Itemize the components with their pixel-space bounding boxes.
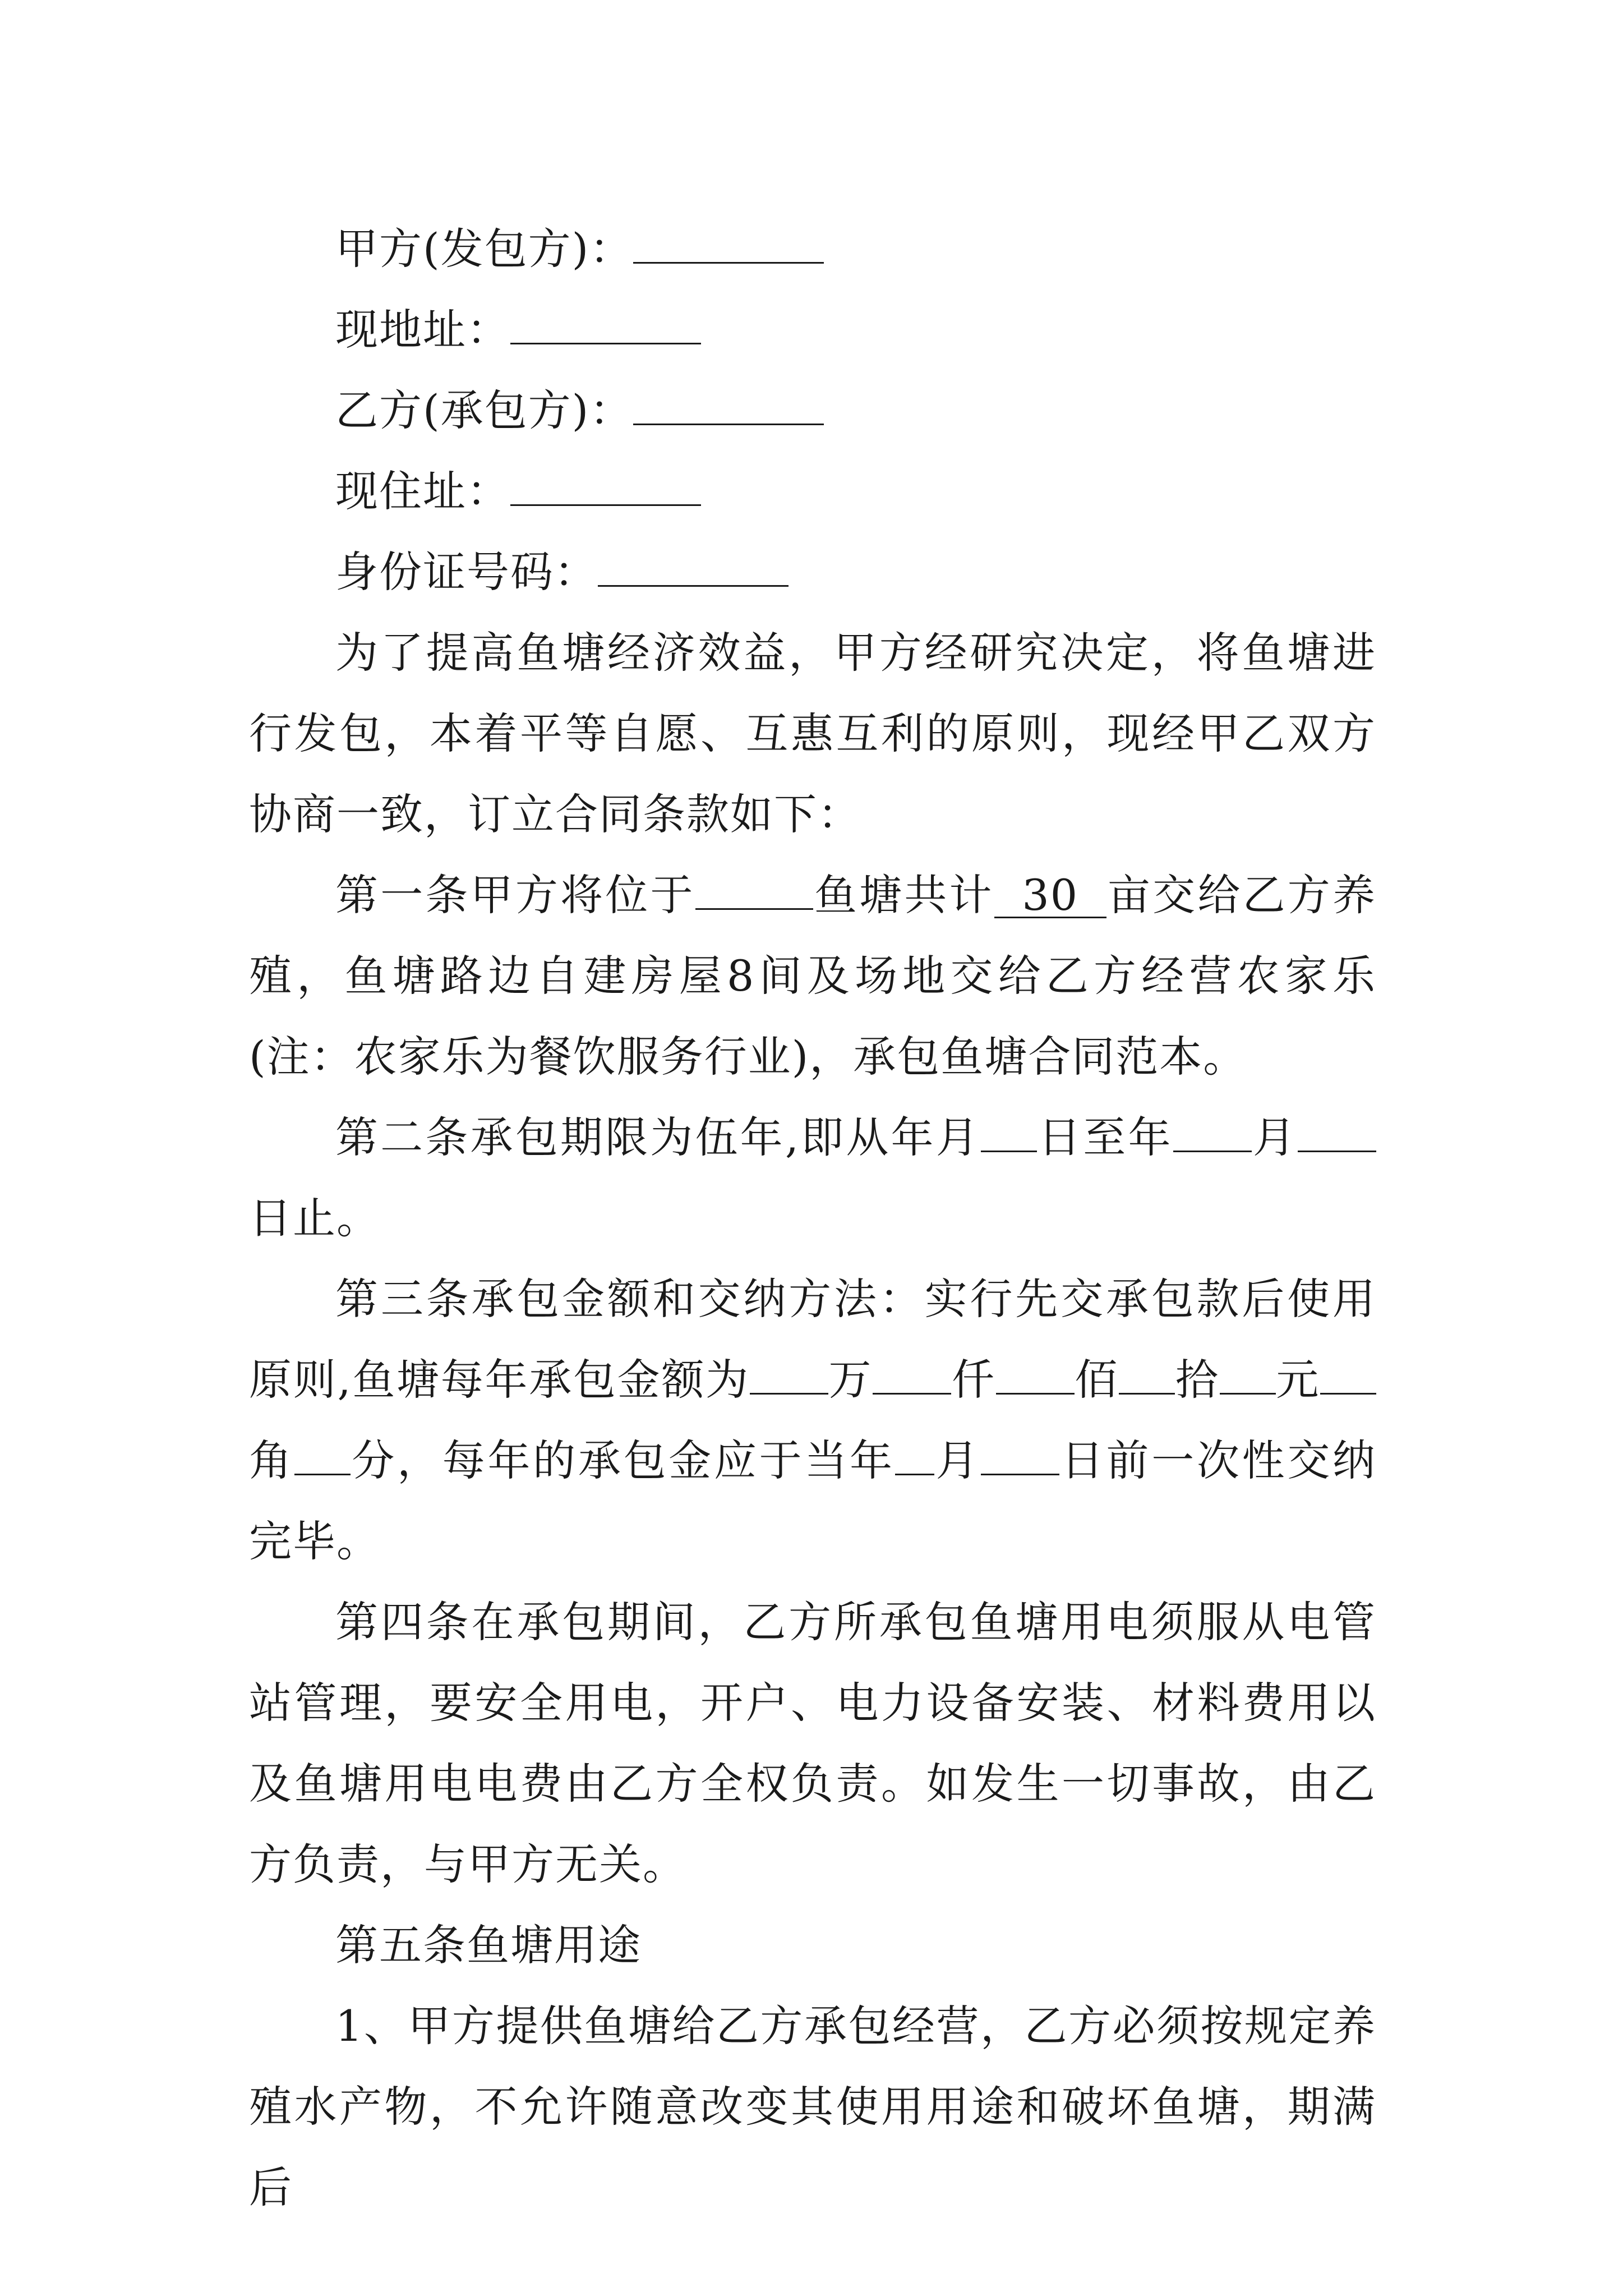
amount-shi-blank bbox=[1119, 1352, 1175, 1395]
party-a-field bbox=[249, 209, 1376, 289]
end-day-blank bbox=[1298, 1110, 1376, 1152]
article-2-text-b: 日至年 bbox=[1036, 1112, 1173, 1162]
party-b-address-label: 现住址： bbox=[335, 466, 510, 516]
end-month-blank bbox=[1173, 1110, 1252, 1152]
party-a-address-field bbox=[249, 289, 1376, 370]
article-4-text: 第四条在承包期间，乙方所承包鱼塘用电须服从电管站管理，要安全用电，开户、电力设备安装、材料费用以及鱼塘用电电费由乙方全权负责。如发生一切事故，由乙方负责，与甲方无关。 bbox=[249, 1597, 1376, 1889]
article-2 bbox=[249, 1097, 1376, 1259]
amount-jiao-blank bbox=[294, 1433, 351, 1475]
party-b-blank bbox=[633, 383, 824, 425]
amount-qian-blank bbox=[873, 1352, 951, 1395]
unit-shi: 拾 bbox=[1175, 1355, 1220, 1405]
intro-text: 为了提高鱼塘经济效益，甲方经研究决定，将鱼塘进行发包，本着平等自愿、互惠互利的原则，现经甲乙双方协商一致，订立合同条款如下： bbox=[249, 628, 1376, 839]
party-b-field bbox=[249, 370, 1376, 451]
party-a-address-blank bbox=[510, 302, 701, 344]
party-b-label: 乙方(承包方)： bbox=[335, 385, 634, 435]
amount-yuan-blank bbox=[1220, 1352, 1276, 1395]
article-2-text-a: 第二条承包期限为伍年,即从年月 bbox=[335, 1112, 981, 1162]
intro-paragraph bbox=[249, 613, 1376, 855]
amount-bai-blank bbox=[996, 1352, 1075, 1395]
article-5-item-1-text: 1、甲方提供鱼塘给乙方承包经营，乙方必须按规定养殖水产物，不允许随意改变其使用用途和破坏鱼塘，期满后 bbox=[249, 2001, 1376, 2212]
unit-yuan: 元 bbox=[1275, 1355, 1321, 1405]
unit-jiao: 角 bbox=[249, 1435, 294, 1485]
unit-yue: 月 bbox=[934, 1435, 981, 1485]
due-month-blank bbox=[895, 1433, 934, 1475]
party-b-address-field bbox=[249, 451, 1376, 532]
article-2-text-d: 日止。 bbox=[249, 1193, 380, 1243]
amount-wan-blank bbox=[750, 1352, 828, 1395]
article-5-title-text: 第五条鱼塘用途 bbox=[335, 1920, 642, 1970]
article-5-title bbox=[249, 1905, 1376, 1986]
article-2-text-c: 月 bbox=[1251, 1112, 1298, 1162]
unit-bai: 佰 bbox=[1074, 1355, 1119, 1405]
party-a-label: 甲方(发包方)： bbox=[335, 224, 634, 274]
amount-yuan-tail-blank bbox=[1320, 1352, 1376, 1395]
unit-fen-text: 分，每年的承包金应于当年 bbox=[350, 1435, 895, 1485]
area-value: 30 bbox=[994, 874, 1106, 918]
unit-wan: 万 bbox=[828, 1355, 873, 1405]
unit-qian: 仟 bbox=[951, 1355, 996, 1405]
article-1-text-c: 亩交给乙方养殖，鱼塘路边自建房屋8间及场地交给乙方经营农家乐(注：农家乐为餐饮服务行业)，承包鱼塘合同范本。 bbox=[249, 870, 1377, 1082]
article-1 bbox=[249, 855, 1376, 1097]
id-number-label: 身份证号码： bbox=[335, 547, 598, 597]
article-1-text-b: 鱼塘共计 bbox=[813, 870, 994, 920]
party-a-address-label: 现地址： bbox=[335, 305, 510, 355]
party-b-address-blank bbox=[510, 464, 701, 506]
article-4 bbox=[249, 1582, 1376, 1905]
article-3 bbox=[249, 1259, 1376, 1582]
article-5-item-1 bbox=[249, 1986, 1376, 2228]
article-1-text-a: 第一条甲方将位于 bbox=[335, 870, 695, 920]
party-a-blank bbox=[633, 222, 824, 264]
contract-body bbox=[249, 209, 1376, 2228]
id-number-blank bbox=[598, 545, 789, 587]
id-number-field bbox=[249, 532, 1376, 613]
article-3-text-a: 第三条承包金额和交纳方法：实行先交承包款后使用原则,鱼塘每年承包金额为 bbox=[249, 1274, 1376, 1405]
article-3-text-end: 日前一次性交纳完毕。 bbox=[249, 1435, 1377, 1566]
start-day-blank bbox=[981, 1110, 1037, 1152]
location-blank bbox=[695, 868, 813, 910]
due-day-blank bbox=[981, 1433, 1059, 1475]
